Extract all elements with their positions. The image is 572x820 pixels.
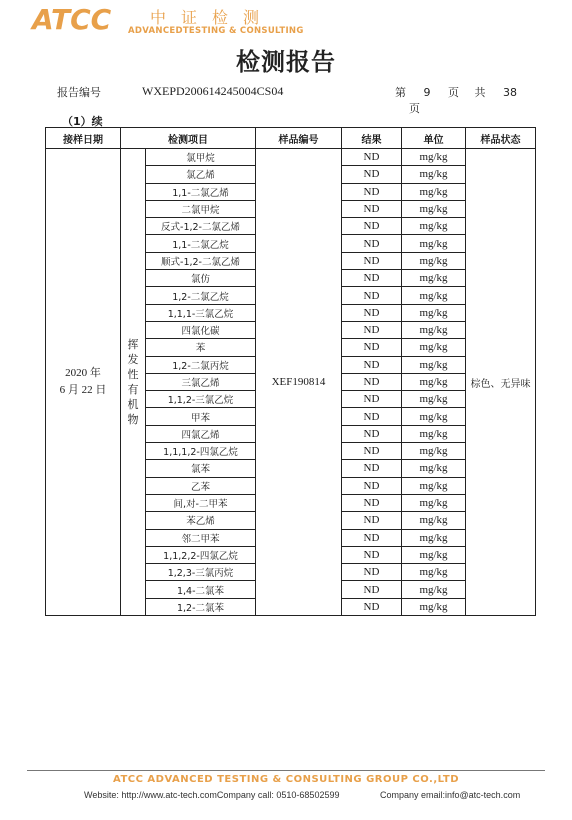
test-item: 氯苯 xyxy=(146,460,256,477)
test-unit: mg/kg xyxy=(402,494,466,511)
section-label: （1）续 xyxy=(62,115,103,128)
test-unit: mg/kg xyxy=(402,235,466,252)
test-unit: mg/kg xyxy=(402,270,466,287)
test-result: ND xyxy=(342,391,402,408)
header-unit: 单位 xyxy=(402,128,466,149)
test-result: ND xyxy=(342,166,402,183)
test-unit: mg/kg xyxy=(402,391,466,408)
test-result: ND xyxy=(342,425,402,442)
page-suffix: 页 xyxy=(409,102,420,115)
footer-divider xyxy=(27,770,545,771)
header-item: 检测项目 xyxy=(121,128,256,149)
test-unit: mg/kg xyxy=(402,546,466,563)
test-item: 1,2,3-三氯丙烷 xyxy=(146,564,256,581)
test-result: ND xyxy=(342,477,402,494)
test-unit: mg/kg xyxy=(402,287,466,304)
results-table xyxy=(45,127,536,616)
receive-date: 2020 年 6 月 22 日 xyxy=(46,149,121,616)
test-result: ND xyxy=(342,183,402,200)
test-result: ND xyxy=(342,443,402,460)
test-item: 1,1,1-三氯乙烷 xyxy=(146,304,256,321)
test-item: 氯乙烯 xyxy=(146,166,256,183)
test-unit: mg/kg xyxy=(402,252,466,269)
report-number: WXEPD200614245004CS04 xyxy=(142,84,284,98)
test-result: ND xyxy=(342,494,402,511)
test-item: 二氯甲烷 xyxy=(146,200,256,217)
test-item: 1,1,1,2-四氯乙烷 xyxy=(146,443,256,460)
test-item: 1,1,2,2-四氯乙烷 xyxy=(146,546,256,563)
test-item: 1,4-二氯苯 xyxy=(146,581,256,598)
test-result: ND xyxy=(342,252,402,269)
test-unit: mg/kg xyxy=(402,477,466,494)
page-indicator xyxy=(395,84,535,116)
company-logo xyxy=(32,5,332,39)
test-item: 1,1-二氯乙烷 xyxy=(146,235,256,252)
report-number-label: 报告编号 xyxy=(57,86,101,99)
test-item: 邻二甲苯 xyxy=(146,529,256,546)
footer-website: Website: http://www.atc-tech.comCompany call: 0510-68502599 xyxy=(84,790,340,800)
test-result: ND xyxy=(342,235,402,252)
test-unit: mg/kg xyxy=(402,598,466,615)
footer-company-name: ATCC ADVANCED TESTING & CONSULTING GROUP CO.,LTD xyxy=(112,774,459,785)
page-mid: 页 共 xyxy=(448,86,486,99)
test-result: ND xyxy=(342,356,402,373)
test-result: ND xyxy=(342,373,402,390)
sample-state: 棕色、无异味 xyxy=(466,149,536,616)
test-result: ND xyxy=(342,200,402,217)
test-result: ND xyxy=(342,270,402,287)
test-unit: mg/kg xyxy=(402,443,466,460)
test-result: ND xyxy=(342,408,402,425)
test-result: ND xyxy=(342,218,402,235)
header-sample-state: 样品状态 xyxy=(466,128,536,149)
test-result: ND xyxy=(342,149,402,166)
test-result: ND xyxy=(342,564,402,581)
logo-english-text: ADVANCEDTESTING & CONSULTING xyxy=(128,26,304,36)
test-result: ND xyxy=(342,460,402,477)
test-unit: mg/kg xyxy=(402,581,466,598)
test-item: 四氯乙烯 xyxy=(146,425,256,442)
test-item: 1,1,2-三氯乙烷 xyxy=(146,391,256,408)
test-item: 1,2-二氯丙烷 xyxy=(146,356,256,373)
document-title: 检测报告 xyxy=(236,48,336,76)
test-unit: mg/kg xyxy=(402,512,466,529)
test-result: ND xyxy=(342,304,402,321)
test-unit: mg/kg xyxy=(402,200,466,217)
page-prefix: 第 xyxy=(395,86,406,99)
logo-atcc-text: ATCC xyxy=(32,3,112,36)
test-item: 顺式-1,2-二氯乙烯 xyxy=(146,252,256,269)
test-unit: mg/kg xyxy=(402,408,466,425)
test-item: 苯乙烯 xyxy=(146,512,256,529)
test-item: 甲苯 xyxy=(146,408,256,425)
test-unit: mg/kg xyxy=(402,529,466,546)
test-item: 1,2-二氯苯 xyxy=(146,598,256,615)
test-unit: mg/kg xyxy=(402,460,466,477)
test-unit: mg/kg xyxy=(402,339,466,356)
test-item: 氯仿 xyxy=(146,270,256,287)
table-row xyxy=(46,149,536,166)
test-unit: mg/kg xyxy=(402,373,466,390)
test-unit: mg/kg xyxy=(402,149,466,166)
test-result: ND xyxy=(342,287,402,304)
test-item: 乙苯 xyxy=(146,477,256,494)
test-item: 1,1-二氯乙烯 xyxy=(146,183,256,200)
header-sample-id: 样品编号 xyxy=(256,128,342,149)
test-unit: mg/kg xyxy=(402,425,466,442)
test-unit: mg/kg xyxy=(402,183,466,200)
test-result: ND xyxy=(342,546,402,563)
test-result: ND xyxy=(342,339,402,356)
page-total: 38 xyxy=(503,86,517,99)
test-unit: mg/kg xyxy=(402,166,466,183)
test-result: ND xyxy=(342,598,402,615)
logo-chinese-text: 中证检测 xyxy=(150,8,275,27)
test-result: ND xyxy=(342,321,402,338)
test-result: ND xyxy=(342,581,402,598)
test-result: ND xyxy=(342,512,402,529)
footer-email: Company email:info@atc-tech.com xyxy=(380,790,521,800)
test-unit: mg/kg xyxy=(402,356,466,373)
test-unit: mg/kg xyxy=(402,304,466,321)
test-unit: mg/kg xyxy=(402,321,466,338)
sample-id: XEF190814 xyxy=(256,149,342,616)
test-unit: mg/kg xyxy=(402,564,466,581)
test-result: ND xyxy=(342,529,402,546)
test-item: 1,2-二氯乙烷 xyxy=(146,287,256,304)
test-item: 三氯乙烯 xyxy=(146,373,256,390)
table-header-row xyxy=(46,128,536,149)
test-item: 四氯化碳 xyxy=(146,321,256,338)
test-item: 间,对-二甲苯 xyxy=(146,494,256,511)
test-item: 反式-1,2-二氯乙烯 xyxy=(146,218,256,235)
test-category: 挥 发 性 有 机 物 xyxy=(121,149,146,616)
test-unit: mg/kg xyxy=(402,218,466,235)
test-item: 苯 xyxy=(146,339,256,356)
page-current: 9 xyxy=(423,86,431,99)
header-result: 结果 xyxy=(342,128,402,149)
test-item: 氯甲烷 xyxy=(146,149,256,166)
header-date: 接样日期 xyxy=(46,128,121,149)
